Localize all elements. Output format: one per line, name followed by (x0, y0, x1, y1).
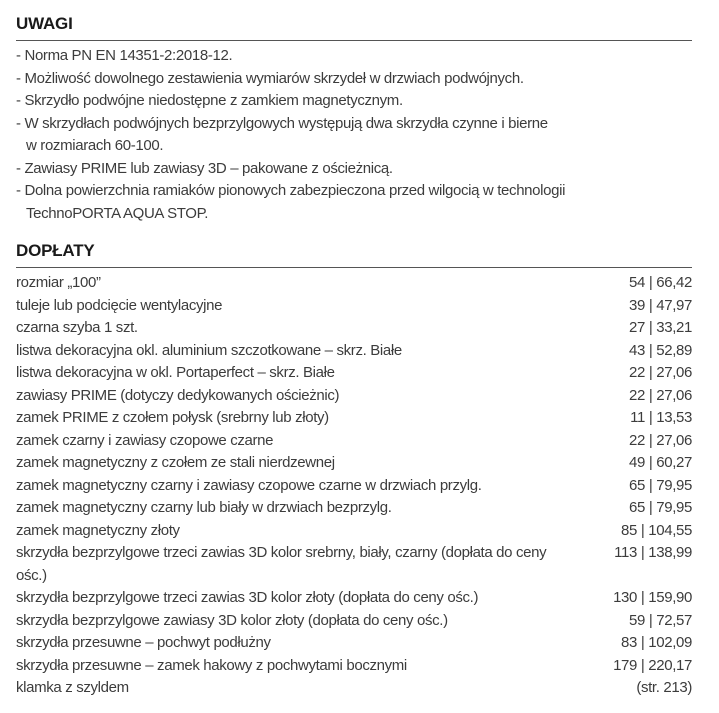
row-label: skrzydła przesuwne – zamek hakowy z pochwytami bocznymi (16, 656, 407, 674)
row-label: skrzydła bezprzylgowe trzeci zawias 3D kolor srebrny, biały, czarny (dopłata do ceny ośc.) (16, 544, 547, 584)
table-row (16, 385, 692, 408)
note-item (16, 113, 692, 158)
note-item (16, 68, 692, 91)
table-row (16, 677, 692, 700)
row-price: 49 | 60,27 (629, 454, 692, 471)
row-price: 59 | 72,57 (629, 611, 692, 629)
table-row (16, 497, 692, 520)
table-row (16, 655, 692, 678)
note-text: - Dolna powierzchnia ramiaków pionowych zabezpieczona przed wilgocią w technologii (16, 182, 566, 199)
row-label: zamek PRIME z czołem połysk (srebrny lub złoty) (16, 409, 329, 426)
row-price: 130 | 159,90 (613, 589, 692, 606)
row-price: 179 | 220,17 (613, 656, 692, 674)
table-row (16, 295, 692, 318)
table-row (16, 520, 692, 543)
row-label: skrzydła bezprzylgowe trzeci zawias 3D kolor złoty (dopłata do ceny ośc.) (16, 589, 479, 606)
row-label: rozmiar „100” (16, 274, 101, 291)
table-row (16, 475, 692, 498)
row-label: tuleje lub podcięcie wentylacyjne (16, 296, 223, 314)
uwagi-heading: UWAGI (16, 14, 73, 33)
row-price: 22 | 27,06 (629, 431, 692, 449)
row-price: 22 | 27,06 (629, 386, 692, 404)
row-label: zamek magnetyczny czarny lub biały w drzwiach bezprzylg. (16, 499, 392, 516)
doplaty-heading: DOPŁATY (16, 241, 95, 260)
note-text: - Skrzydło podwójne niedostępne z zamkiem magnetycznym. (16, 92, 403, 109)
note-item (16, 90, 692, 113)
note-item (16, 180, 692, 225)
row-label: zawiasy PRIME (dotyczy dedykowanych ościeżnic) (16, 386, 340, 404)
row-label: zamek magnetyczny złoty (16, 521, 180, 539)
row-label: skrzydła przesuwne – pochwyt podłużny (16, 634, 271, 651)
note-text-continuation: w rozmiarach 60-100. (26, 137, 164, 154)
note-item (16, 45, 692, 68)
row-label: listwa dekoracyjna okl. aluminium szczotkowane – skrz. Białe (16, 341, 402, 359)
row-label: czarna szyba 1 szt. (16, 319, 138, 336)
row-price: 65 | 79,95 (629, 499, 692, 516)
note-text: - Norma PN EN 14351-2:2018-12. (16, 47, 233, 64)
table-row (16, 407, 692, 430)
uwagi-divider (16, 40, 692, 41)
row-label: skrzydła bezprzylgowe zawiasy 3D kolor złoty (dopłata do ceny ośc.) (16, 611, 448, 629)
table-row (16, 317, 692, 340)
row-price: (str. 213) (636, 679, 692, 696)
row-price: 27 | 33,21 (629, 319, 692, 336)
uwagi-notes-list (16, 45, 692, 225)
note-text-continuation: TechnoPORTA AQUA STOP. (26, 204, 209, 222)
row-label: zamek czarny i zawiasy czopowe czarne (16, 431, 274, 449)
table-row (16, 362, 692, 385)
row-price: 11 | 13,53 (630, 409, 692, 426)
table-row (16, 542, 692, 587)
note-item (16, 158, 692, 181)
table-row (16, 452, 692, 475)
table-row (16, 587, 692, 610)
table-row (16, 610, 692, 633)
row-price: 54 | 66,42 (629, 274, 692, 291)
table-row (16, 632, 692, 655)
note-text: - Zawiasy PRIME lub zawiasy 3D – pakowane z ościeżnicą. (16, 159, 393, 177)
row-price: 65 | 79,95 (629, 476, 692, 494)
surcharge-table (16, 272, 692, 700)
table-row (16, 430, 692, 453)
row-price: 43 | 52,89 (629, 341, 692, 359)
row-price: 39 | 47,97 (629, 296, 692, 314)
row-label: klamka z szyldem (16, 679, 129, 696)
table-row (16, 272, 692, 295)
row-label: zamek magnetyczny czarny i zawiasy czopowe czarne w drzwiach przylg. (16, 476, 482, 494)
note-text: - W skrzydłach podwójnych bezprzylgowych występują dwa skrzydła czynne i bierne (16, 114, 548, 132)
table-row (16, 340, 692, 363)
row-label: listwa dekoracyjna w okl. Portaperfect – skrz. Białe (16, 364, 335, 381)
doplaty-divider (16, 267, 692, 268)
row-price: 22 | 27,06 (629, 364, 692, 381)
row-price: 113 | 138,99 (614, 544, 692, 561)
row-price: 85 | 104,55 (621, 521, 692, 539)
row-price: 83 | 102,09 (621, 634, 692, 651)
row-label: zamek magnetyczny z czołem ze stali nierdzewnej (16, 454, 335, 471)
note-text: - Możliwość dowolnego zestawienia wymiarów skrzydeł w drzwiach podwójnych. (16, 69, 524, 87)
